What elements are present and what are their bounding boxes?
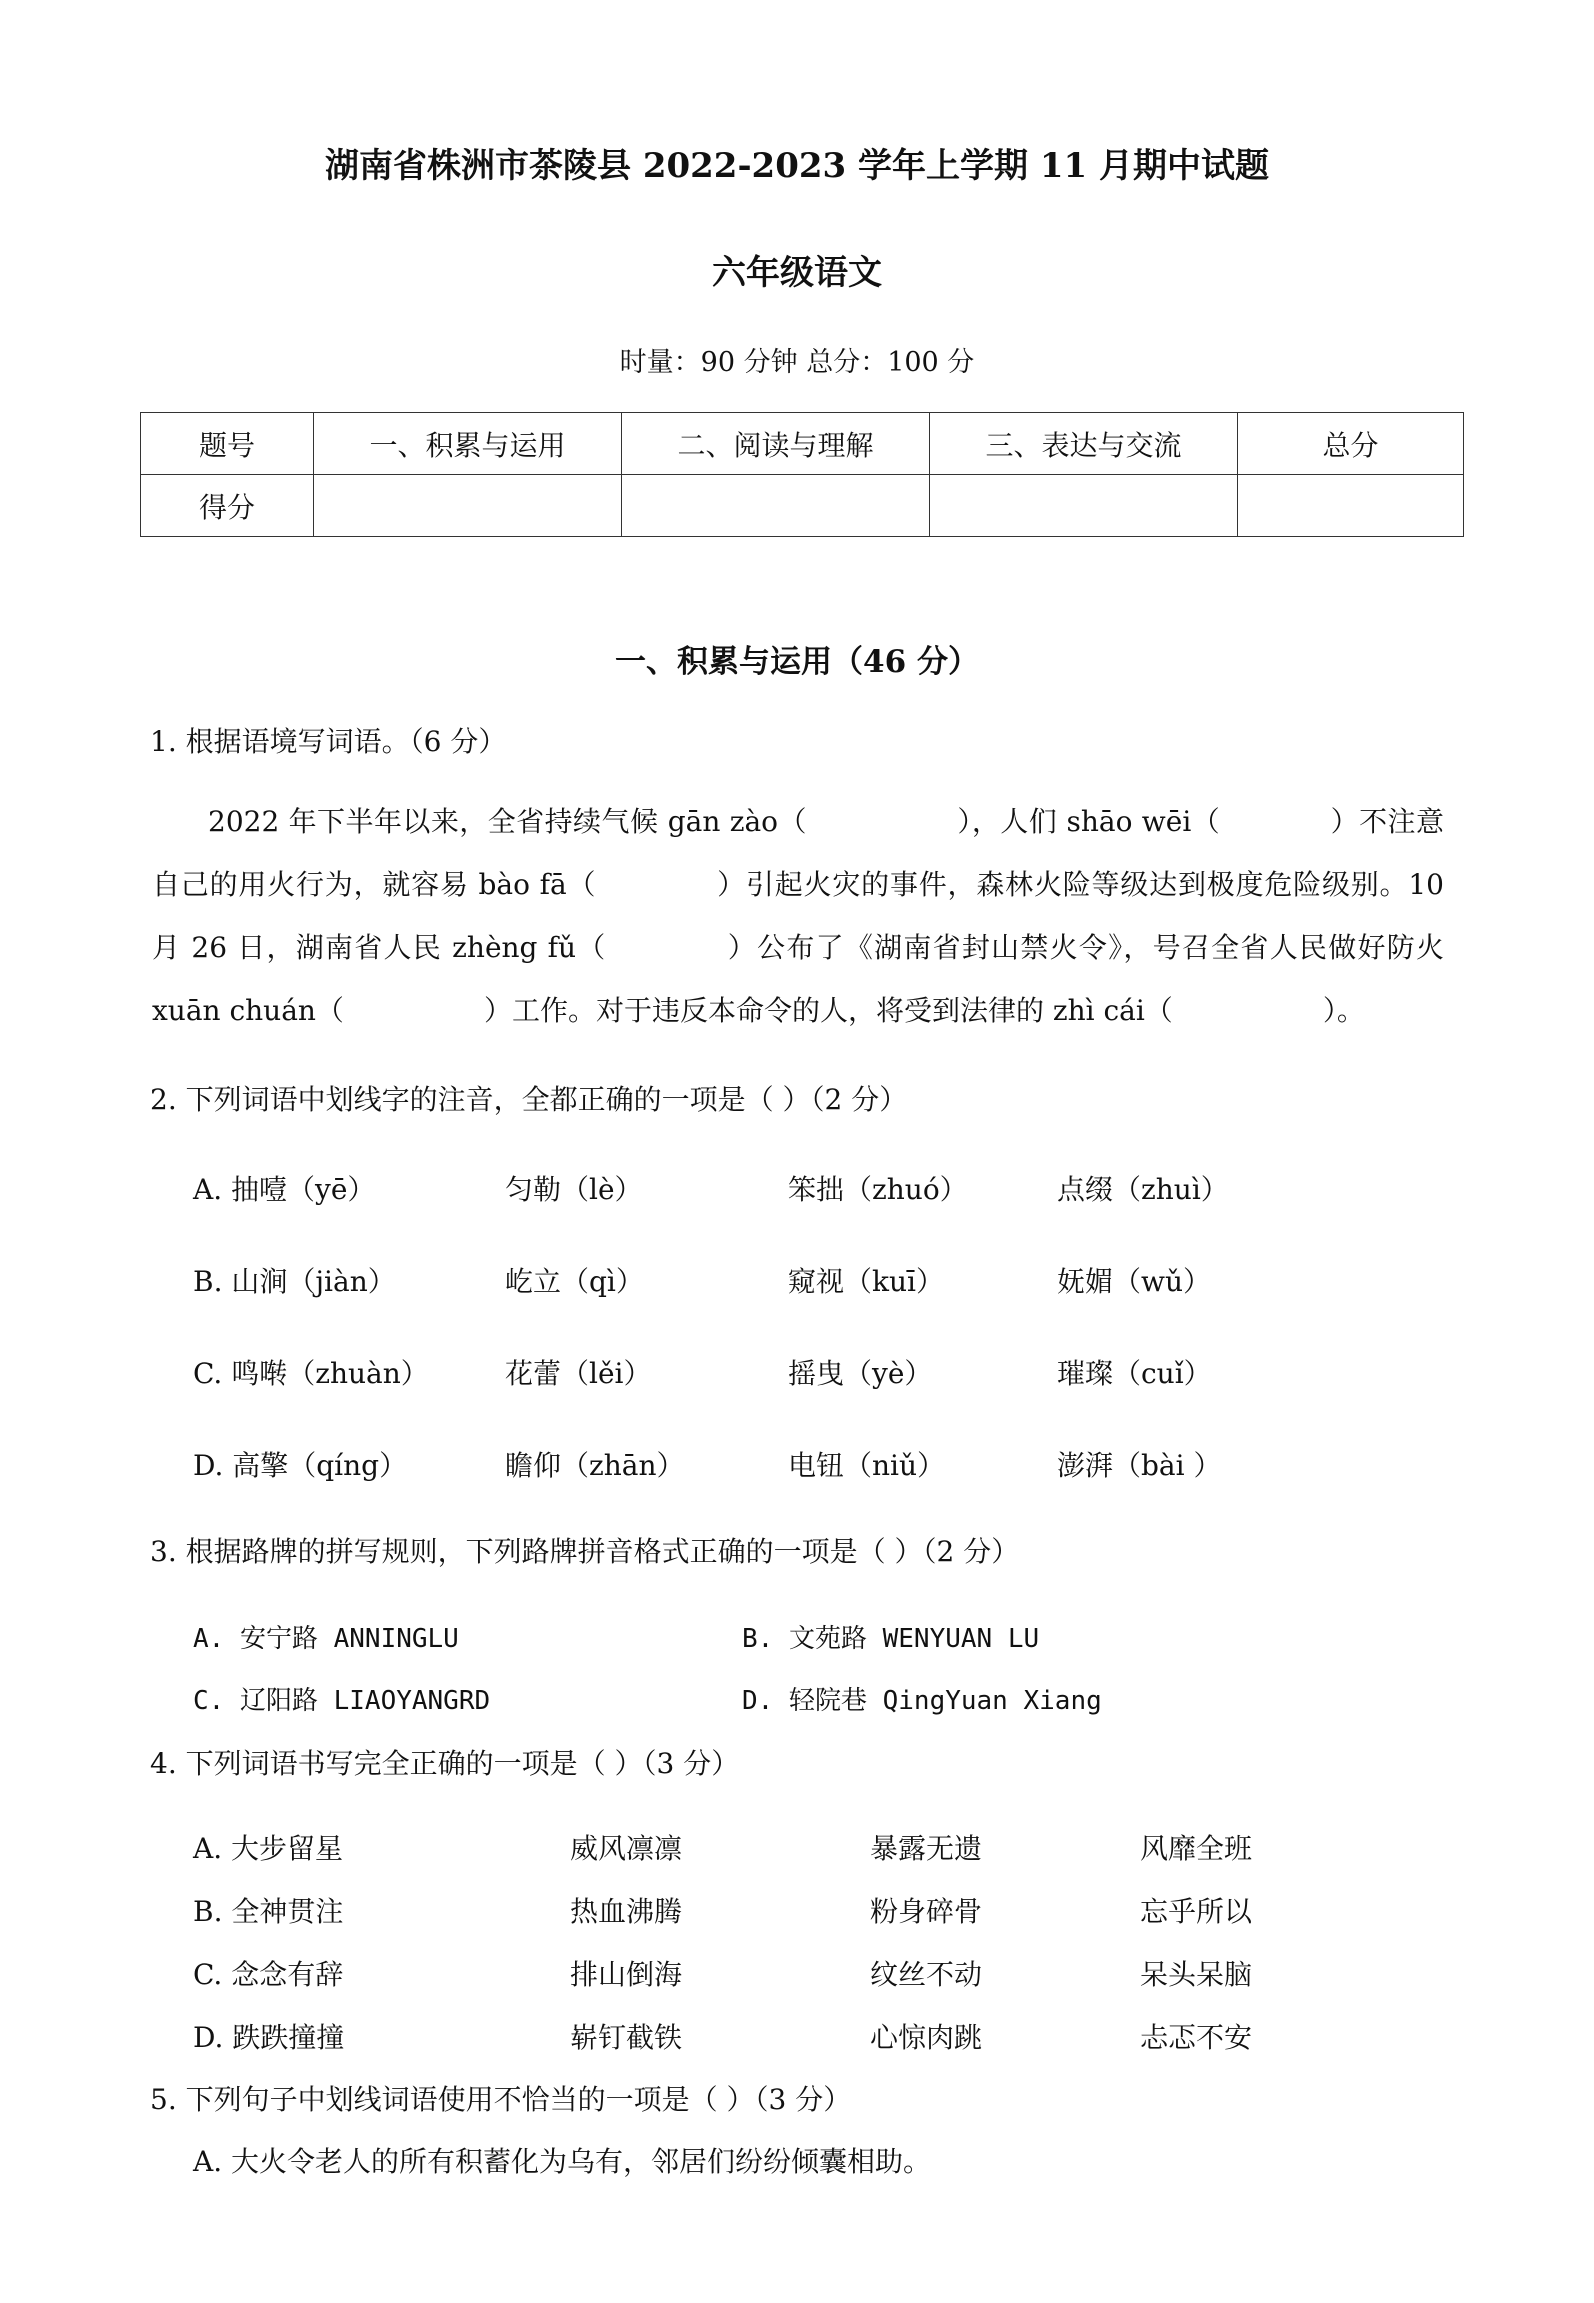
score-table-cell: 题号 [141,413,314,475]
q2-option-word: 屹立（qì） [505,1265,644,1298]
q2-option-word: 摇曳（yè） [788,1357,933,1390]
q2-option-word: 瞻仰（zhān） [505,1449,685,1482]
q4-option-word: 忐忑不安 [1140,2021,1253,2054]
exam-title: 湖南省株洲市茶陵县 2022-2023 学年上学期 11 月期中试题 [324,146,1270,186]
exam-time-score: 时量：90 分钟 总分：100 分 [619,347,975,378]
score-table-score-row [141,475,1464,537]
q1-text: ）公布了《湖南省封山禁火令》，号召全省人民做好防火 xuān chuán（ [152,931,1444,1027]
score-table-header-row [141,413,1464,475]
q1-passage [152,790,1444,1042]
q4-option-word: 暴露无遗 [870,1832,983,1865]
q4-option-word: 风靡全班 [1140,1832,1253,1865]
score-table-cell: 一、积累与运用 [314,413,622,475]
q3-option: C. 辽阳路 LIAOYANGRD [193,1686,491,1716]
q4-option-word: 忘乎所以 [1140,1895,1253,1928]
q2-option-word: 花蕾（lěi） [505,1357,652,1390]
q4-option-word: 粉身碎骨 [870,1895,983,1928]
q4-stem: 4. 下列词语书写完全正确的一项是（ ）（3 分） [150,1747,740,1780]
q4-option-word: 呆头呆脑 [1140,1958,1253,1991]
q2-option-word: 澎湃（bài ） [1057,1449,1222,1482]
score-table [140,412,1464,537]
q2-option-word: B. 山涧（jiàn） [193,1265,396,1298]
q3-option: D. 轻院巷 QingYuan Xiang [742,1686,1102,1716]
q2-option-word: 笨拙（zhuó） [788,1173,968,1206]
q4-option-word: 排山倒海 [570,1958,683,1991]
q4-option-word: 热血沸腾 [570,1895,683,1928]
q2-option-word: A. 抽噎（yē） [193,1173,376,1206]
q3-option: B. 文苑路 WENYUAN LU [742,1624,1040,1654]
q4-option-word: 威风凛凛 [570,1832,683,1865]
q1-stem: 1. 根据语境写词语。（6 分） [150,725,507,758]
q2-option-word: 妩媚（wǔ） [1057,1265,1212,1298]
score-blank-cell [1238,475,1464,537]
q2-option-word: 点缀（zhuì） [1057,1173,1229,1206]
q4-option-word: B. 全神贯注 [193,1895,344,1928]
section-heading: 一、积累与运用（46 分） [615,644,979,680]
q2-option-word: 窥视（kuī） [788,1265,944,1298]
q4-option-word: D. 跌跌撞撞 [193,2021,345,2054]
q4-option-word: C. 念念有辞 [193,1958,344,1991]
q5-stem: 5. 下列句子中划线词语使用不恰当的一项是（ ）（3 分） [150,2083,852,2116]
q1-text: ）不注意自己的用火行为，就容易 bào fā（ [152,805,1444,901]
score-table-cell: 得分 [141,475,314,537]
q3-stem: 3. 根据路牌的拼写规则，下列路牌拼音格式正确的一项是（ ）（2 分） [150,1535,1020,1568]
score-table-cell: 总分 [1238,413,1464,475]
q4-option-word: 崭钉截铁 [570,2021,683,2054]
q1-text: 2022 年下半年以来，全省持续气候 gān zào（ [208,805,807,838]
q2-option-word: 璀璨（cuǐ） [1057,1357,1212,1390]
score-table-cell: 二、阅读与理解 [622,413,930,475]
q4-option-word: 纹丝不动 [870,1958,983,1991]
score-blank-cell [930,475,1238,537]
q2-stem: 2. 下列词语中划线字的注音，全都正确的一项是（ ）（2 分） [150,1083,908,1116]
score-blank-cell [314,475,622,537]
q4-option-word: A. 大步留星 [193,1832,344,1865]
q2-option-word: 电钮（niǔ） [788,1449,946,1482]
q2-option-word: C. 鸣啭（zhuàn） [193,1357,429,1390]
q1-text: ），人们 shāo wēi（ [956,805,1221,838]
q4-option-word: 心惊肉跳 [870,2021,983,2054]
q1-text: ）。 [1322,994,1365,1027]
exam-subtitle: 六年级语文 [712,253,882,293]
score-table-cell: 三、表达与交流 [930,413,1238,475]
q1-text: ）工作。对于违反本命令的人，将受到法律的 zhì cái（ [483,994,1173,1027]
q5-option: A. 大火令老人的所有积蓄化为乌有，邻居们纷纷倾囊相助。 [193,2145,932,2178]
q2-option-word: D. 高擎（qíng） [193,1449,408,1482]
q2-option-word: 匀勒（lè） [505,1173,643,1206]
q3-option: A. 安宁路 ANNINGLU [193,1624,459,1654]
q1-text: ）引起火灾的事件，森林火险等级达到极度危险级别。10 月 26 日，湖南省人民 zhèng fǔ（ [152,868,1444,964]
score-blank-cell [622,475,930,537]
